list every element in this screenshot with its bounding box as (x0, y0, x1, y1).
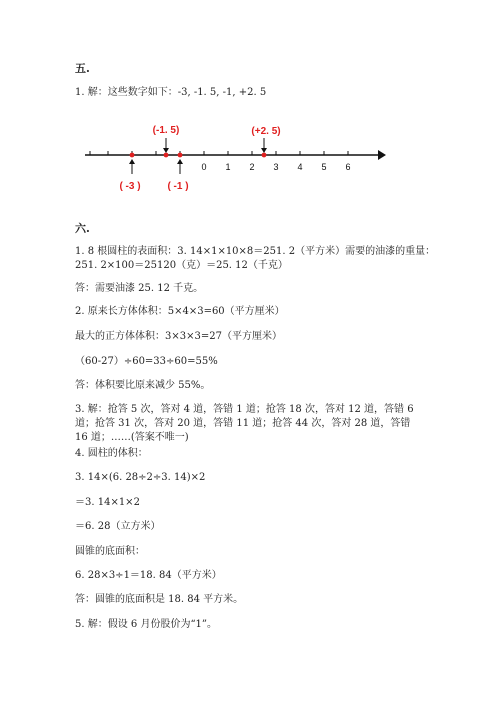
q4-line5: 6. 28×3÷1＝18. 84（平方米） (75, 570, 222, 581)
point-neg3 (130, 153, 135, 158)
q4-line4: 圆锥的底面积： (75, 546, 145, 557)
arrow-neg1-5-icon (163, 148, 169, 153)
q3-text: 3. 解：抢答 5 次，答对 4 道，答错 1 道；抢答 18 次，答对 12 道，答错 6 道；抢答 31 次，答对 20 道，答错 11 道；抢答 44 次，答对 28 道，答错 16 道；……(答案不唯一) (75, 404, 414, 443)
label-pos2-5: (+2. 5) (251, 126, 281, 137)
tick-0: 0 (201, 162, 207, 172)
q2-answer: 答：体积要比原来减少 55%。 (75, 380, 211, 391)
q2-line3: （60-27）÷60=33÷60=55% (75, 356, 218, 367)
q4-answer: 答：圆锥的底面积是 18. 84 平方米。 (75, 594, 244, 605)
q2-line1: 2. 原来长方体体积：5×4×3=60（平方厘米） (75, 306, 285, 317)
section5-q1: 1. 解：这些数字如下：-3, -1. 5, -1, +2. 5 (75, 87, 267, 98)
q2-line2: 最大的正方体体积：3×3×3=27（平方厘米） (75, 331, 282, 342)
section5-heading: 五. (75, 62, 90, 75)
q1-answer: 答：需要油漆 25. 12 千克。 (75, 283, 204, 294)
arrow-pos2-5-icon (261, 148, 267, 153)
tick-2: 2 (249, 162, 255, 172)
number-line (80, 118, 390, 198)
number-line-arrowhead (378, 150, 386, 160)
point-neg1 (178, 153, 183, 158)
tick-6: 6 (345, 162, 351, 172)
arrow-neg1-icon (177, 159, 183, 164)
tick-3: 3 (273, 162, 279, 172)
label-neg1: ( -1 ) (167, 181, 189, 192)
q1-line2: 251. 2×100＝25120（克）＝25. 12（千克） (75, 260, 288, 271)
section6-heading: 六. (75, 222, 90, 235)
q5-text: 5. 解：假设 6 月份股价为“1”。 (75, 619, 218, 630)
tick-4: 4 (297, 162, 303, 172)
q4-title: 4. 圆柱的体积： (75, 448, 148, 459)
q4-line1: 3. 14×(6. 28÷2÷3. 14)×2 (75, 472, 206, 483)
q1-line1: 1. 8 根圆柱的表面积：3. 14×1×10×8＝251. 2（平方米）需要的油漆的重量： (75, 246, 436, 257)
point-pos2-5 (262, 153, 267, 158)
arrow-neg3-icon (129, 159, 135, 164)
q4-line3: ＝6. 28（立方米） (75, 521, 161, 532)
point-neg1-5 (164, 153, 169, 158)
q4-line2: ＝3. 14×1×2 (75, 497, 140, 508)
tick-5: 5 (321, 162, 327, 172)
label-neg3: ( -3 ) (119, 181, 141, 192)
label-neg1-5: (-1. 5) (152, 125, 180, 136)
tick-1: 1 (225, 162, 231, 172)
